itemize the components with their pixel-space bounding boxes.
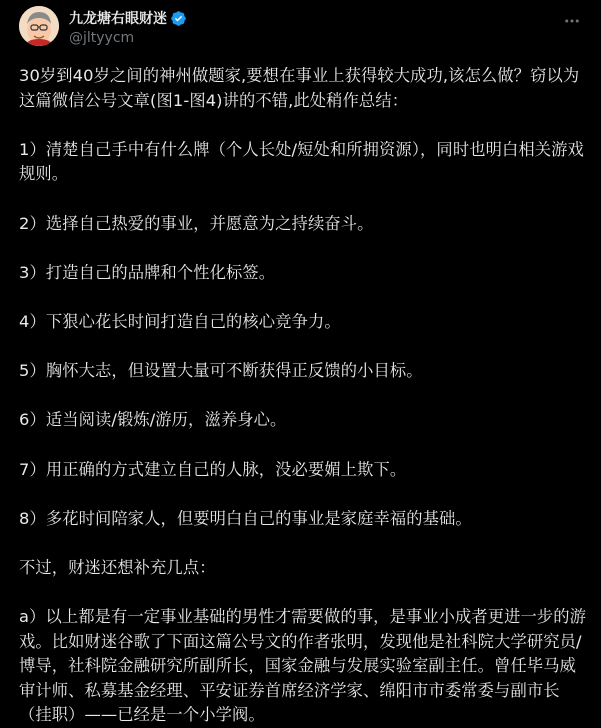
tweet-header — [19, 6, 591, 50]
tweet-paragraph-point-8: 8）多花时间陪家人，但要明白自己的事业是家庭幸福的基础。 — [19, 508, 472, 528]
tweet-paragraph-addendum-intro: 不过，财迷还想补充几点： — [19, 557, 216, 577]
tweet-paragraph-point-5: 5）胸怀大志，但设置大量可不断获得正反馈的小目标。 — [19, 361, 423, 381]
author-info — [69, 8, 187, 46]
name-row — [69, 8, 187, 28]
avatar[interactable] — [19, 6, 59, 46]
more-horizontal-icon — [563, 12, 581, 30]
author-display-name[interactable]: 九龙塘右眼财迷 — [69, 11, 167, 27]
author-handle[interactable]: @jltyycm — [69, 30, 135, 46]
verified-badge-icon — [170, 10, 187, 27]
tweet-text — [19, 64, 589, 728]
tweet-paragraph-intro: 30岁到40岁之间的神州做题家,要想在事业上获得较大成功,该怎么做？窃以为这篇微信公号文章(图1-图4)讲的不错,此处稍作总结： — [19, 66, 580, 110]
tweet-paragraph-point-7: 7）用正确的方式建立自己的人脉，没必要媚上欺下。 — [19, 459, 407, 479]
more-options-button[interactable] — [561, 10, 583, 32]
tweet-paragraph-point-2: 2）选择自己热爱的事业，并愿意为之持续奋斗。 — [19, 213, 374, 233]
tweet-paragraph-point-1: 1）清楚自己手中有什么牌（个人长处/短处和所拥资源），同时也明白相关游戏规则。 — [19, 139, 584, 184]
tweet-paragraph-point-4: 4）下狠心花长时间打造自己的核心竞争力。 — [19, 311, 341, 331]
tweet-paragraph-addendum-a: a）以上都是有一定事业基础的男性才需要做的事，是事业小成者更进一步的游戏。比如财迷谷歌了下面这篇公号文的作者张明，发现他是社科院大学研究员/博导，社科院金融研究所副所长，国家金融与发展实验室副主任。曾任毕马威审计师、私募基金经理、平安证券首席经济学家、绵阳市市委常委与副市长（挂职）——已经是一个小学阀。 — [19, 607, 587, 725]
tweet-paragraph-point-3: 3）打造自己的品牌和个性化标签。 — [19, 262, 276, 282]
tweet-paragraph-point-6: 6）适当阅读/锻炼/游历，滋养身心。 — [19, 410, 287, 430]
